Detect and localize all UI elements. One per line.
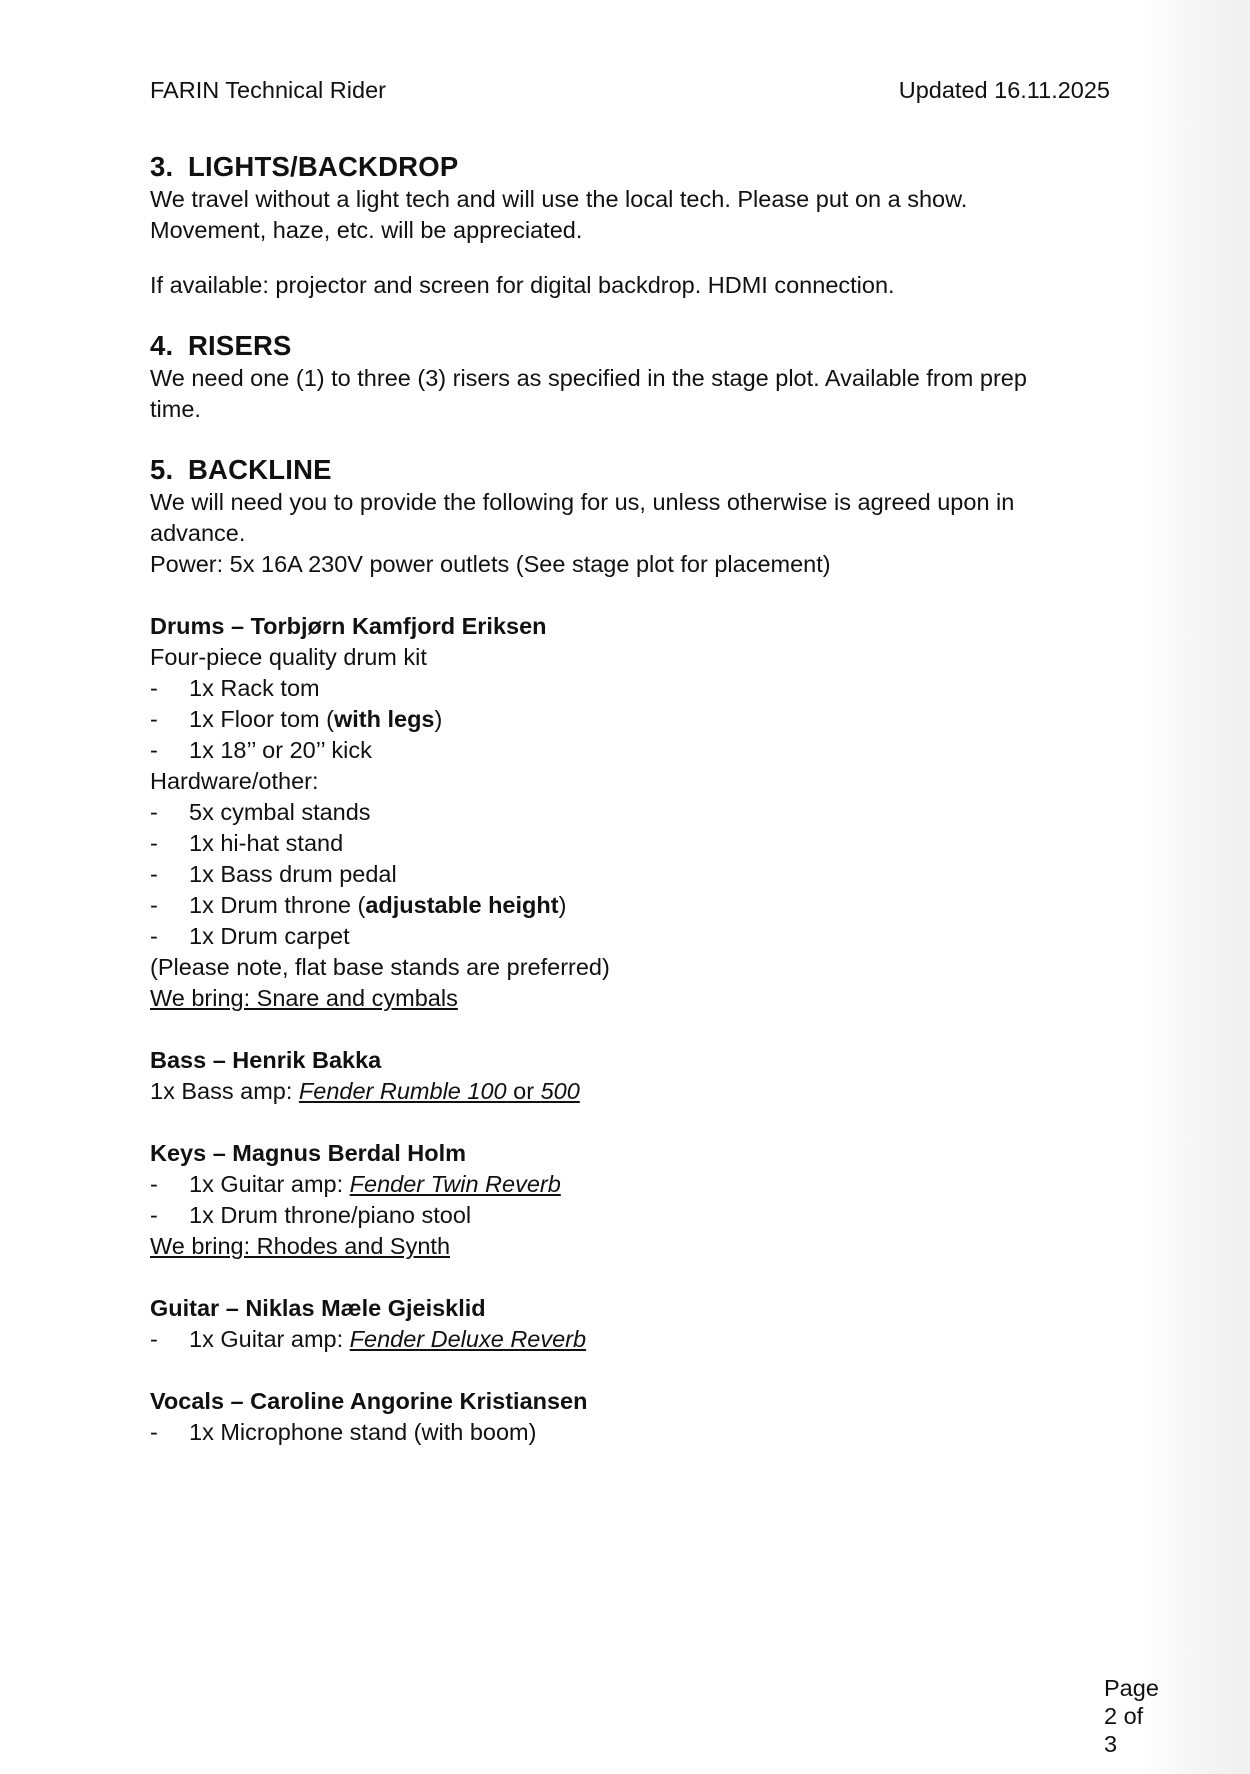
drums-we-bring: We bring: Snare and cymbals	[150, 985, 458, 1011]
backline-power: Power: 5x 16A 230V power outlets (See stage plot for placement)	[150, 551, 831, 577]
lights-text-3: If available: projector and screen for digital backdrop. HDMI connection.	[150, 272, 895, 298]
section-heading-lights: 3. LIGHTS/BACKDROP	[150, 151, 459, 182]
keys-title: Keys – Magnus Berdal Holm	[150, 1140, 467, 1166]
page-edge-shadow	[1140, 0, 1250, 1774]
bass-amp: 1x Bass amp: Fender Rumble 100 or 500	[150, 1078, 580, 1104]
section-heading-risers: 4. RISERS	[150, 330, 292, 361]
list-item: - 5x cymbal stands	[150, 799, 371, 825]
header-updated-date: Updated 16.11.2025	[898, 77, 1110, 103]
lights-text-2: Movement, haze, etc. will be appreciated.	[150, 217, 583, 243]
list-item: - 1x Rack tom	[150, 675, 320, 701]
list-item: - 1x Drum carpet	[150, 923, 350, 949]
guitar-title: Guitar – Niklas Mæle Gjeisklid	[150, 1295, 486, 1321]
drums-kit: Four-piece quality drum kit	[150, 644, 427, 670]
section-heading-backline: 5. BACKLINE	[150, 454, 332, 485]
risers-text-1: We need one (1) to three (3) risers as specified in the stage plot. Available from prep	[150, 365, 1027, 391]
drums-note: (Please note, flat base stands are preferred)	[150, 954, 610, 980]
document-body	[150, 150, 1110, 1448]
header-title: FARIN Technical Rider	[150, 77, 386, 103]
drums-hardware-label: Hardware/other:	[150, 768, 319, 794]
list-item: - 1x 18’’ or 20’’ kick	[150, 737, 372, 763]
list-item: - 1x Microphone stand (with boom)	[150, 1419, 537, 1445]
page-number: Page 2 of 3	[1104, 1675, 1159, 1757]
list-item: - 1x Drum throne/piano stool	[150, 1202, 472, 1228]
list-item: - 1x Floor tom (with legs)	[150, 706, 443, 732]
backline-text-1: We will need you to provide the following for us, unless otherwise is agreed upon in	[150, 489, 1015, 515]
list-item: - 1x Guitar amp: Fender Deluxe Reverb	[150, 1326, 587, 1352]
list-item: - 1x Drum throne (adjustable height)	[150, 892, 567, 918]
lights-text-1: We travel without a light tech and will use the local tech. Please put on a show.	[150, 186, 968, 212]
bass-title: Bass – Henrik Bakka	[150, 1047, 382, 1073]
drums-title: Drums – Torbjørn Kamfjord Eriksen	[150, 613, 547, 639]
risers-text-2: time.	[150, 396, 201, 422]
list-item: - 1x Guitar amp: Fender Twin Reverb	[150, 1171, 561, 1197]
backline-text-2: advance.	[150, 520, 246, 546]
vocals-title: Vocals – Caroline Angorine Kristiansen	[150, 1388, 588, 1414]
list-item: - 1x hi-hat stand	[150, 830, 344, 856]
keys-we-bring: We bring: Rhodes and Synth	[150, 1233, 451, 1259]
list-item: - 1x Bass drum pedal	[150, 861, 397, 887]
